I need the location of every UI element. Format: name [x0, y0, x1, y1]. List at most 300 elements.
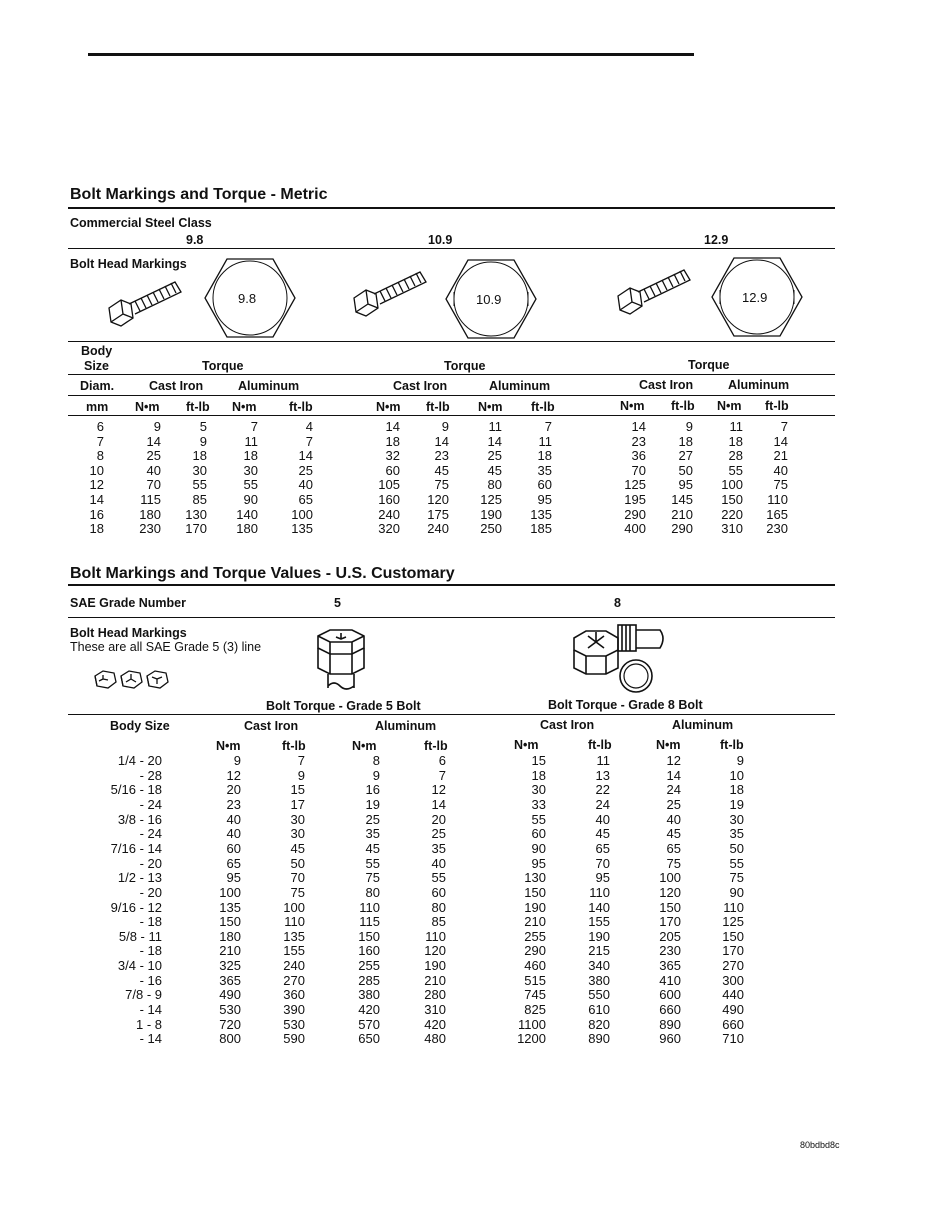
us-torque-cell: 18 [531, 767, 546, 783]
metric-torque-cell: 150 [721, 492, 743, 507]
metric-torque-cell: 40 [146, 462, 161, 478]
metric-torque-cell: 14 [298, 448, 313, 464]
metric-subhead-rule [68, 395, 835, 396]
us-nm-3: N•m [514, 738, 539, 752]
metric-aluminum-3: Aluminum [728, 378, 790, 392]
us-torque-cell: 610 [588, 1002, 610, 1018]
us-torque-cell: 85 [431, 914, 446, 930]
us-torque-cell: 825 [524, 1002, 546, 1018]
metric-torque-cell: 32 [385, 448, 400, 464]
metric-torque-cell: 36 [631, 448, 646, 464]
us-torque-cell: 75 [290, 884, 305, 900]
us-torque-cell: 6 [438, 753, 446, 768]
us-body-size-cell: - 24 [139, 826, 162, 842]
us-torque-cell: 60 [226, 840, 241, 856]
sae-grade-8: 8 [614, 596, 621, 610]
class-12-9: 12.9 [704, 233, 729, 247]
metric-torque-cell: 18 [243, 448, 258, 464]
us-torque-cell: 25 [666, 796, 681, 812]
metric-ftlb-5: ft-lb [671, 399, 695, 413]
us-torque-cell: 230 [659, 943, 681, 959]
metric-nm-4: N•m [478, 400, 503, 414]
metric-aluminum-1: Aluminum [238, 379, 300, 393]
us-torque-cell: 12 [431, 782, 446, 798]
us-ftlb-3: ft-lb [588, 738, 612, 752]
us-torque-cell: 390 [283, 1002, 305, 1018]
us-torque-cell: 30 [729, 811, 744, 827]
metric-torque-cell: 7 [250, 419, 258, 434]
metric-diam-label: Diam. [80, 379, 115, 393]
us-torque-cell: 14 [666, 767, 681, 783]
us-torque-cell: 15 [531, 753, 546, 768]
metric-torque-cell: 320 [378, 521, 400, 537]
metric-torque-rule [68, 374, 835, 375]
us-torque-cell: 30 [290, 811, 305, 827]
metric-torque-cell: 11 [488, 419, 502, 434]
us-torque-cell: 15 [290, 782, 305, 798]
us-torque-cell: 360 [283, 987, 305, 1003]
metric-ftlb-1: ft-lb [186, 400, 210, 414]
us-torque-cell: 210 [424, 972, 446, 988]
us-torque-cell: 215 [588, 943, 610, 959]
figure-code: 80bdbd8c [800, 1140, 840, 1150]
metric-nm-3: N•m [376, 400, 401, 414]
metric-torque-cell: 110 [767, 492, 788, 507]
metric-title: Bolt Markings and Torque - Metric [70, 186, 328, 203]
us-torque-cell: 35 [431, 840, 446, 856]
us-torque-cell: 570 [358, 1016, 380, 1032]
class-9-8: 9.8 [186, 233, 204, 247]
grade5-torque-label: Bolt Torque - Grade 5 Bolt [266, 699, 421, 713]
us-torque-cell: 340 [588, 958, 610, 974]
metric-torque-cell: 75 [434, 477, 449, 493]
sae-grade-label: SAE Grade Number [70, 596, 187, 610]
bolt-icon-10-9 [350, 268, 430, 320]
us-torque-cell: 25 [365, 811, 380, 827]
us-torque-cell: 110 [589, 884, 610, 900]
us-body-size-cell: - 18 [139, 914, 162, 930]
us-torque-cell: 150 [219, 914, 241, 930]
metric-torque-cell: 160 [378, 492, 400, 507]
us-torque-cell: 100 [219, 884, 241, 900]
us-body-size-cell: - 20 [139, 884, 162, 900]
us-torque-cell: 110 [723, 899, 744, 915]
metric-torque-cell: 125 [480, 492, 502, 507]
us-torque-cell: 30 [531, 782, 546, 798]
us-torque-cell: 490 [722, 1002, 744, 1018]
commercial-steel-class-label: Commercial Steel Class [70, 216, 212, 230]
metric-torque-cell: 11 [538, 433, 552, 449]
us-aluminum-2: Aluminum [672, 718, 734, 732]
us-torque-cell: 110 [359, 899, 380, 915]
us-body-size-cell: - 24 [139, 796, 162, 812]
us-ftlb-2: ft-lb [424, 739, 448, 753]
us-torque-cell: 33 [531, 796, 546, 812]
metric-torque-cell: 18 [537, 448, 552, 464]
us-body-size-cell: 3/4 - 10 [117, 958, 162, 974]
us-torque-cell: 135 [283, 928, 305, 944]
metric-torque-cell: 165 [766, 506, 788, 522]
metric-markings-rule [68, 341, 835, 342]
us-torque-cell: 55 [431, 870, 446, 886]
us-torque-cell: 255 [524, 928, 546, 944]
metric-torque-cell: 230 [139, 521, 161, 537]
metric-body-label: Body [81, 344, 113, 358]
us-torque-cell: 255 [358, 958, 380, 974]
metric-nm-1: N•m [135, 400, 160, 414]
metric-torque-cell: 14 [631, 419, 646, 434]
us-torque-cell: 9 [297, 767, 305, 783]
metric-ftlb-4: ft-lb [531, 400, 555, 414]
us-torque-cell: 210 [524, 914, 546, 930]
metric-torque-cell: 9 [199, 433, 207, 449]
us-torque-cell: 420 [358, 1002, 380, 1018]
grade5-line-heads-icon [92, 668, 172, 694]
grade8-washer-icon [618, 658, 654, 694]
metric-torque-cell: 65 [298, 492, 313, 507]
metric-title-rule [68, 207, 835, 209]
metric-mm-label: mm [86, 400, 109, 414]
us-torque-cell: 240 [283, 958, 305, 974]
us-torque-cell: 10 [729, 767, 744, 783]
us-torque-cell: 590 [283, 1031, 305, 1047]
metric-torque-cell: 55 [243, 477, 258, 493]
sae-grade-rule [68, 617, 835, 618]
us-torque-cell: 720 [219, 1016, 241, 1032]
metric-torque-cell: 240 [427, 521, 449, 537]
metric-torque-cell: 95 [678, 477, 693, 493]
us-torque-cell: 285 [358, 972, 380, 988]
us-torque-cell: 40 [595, 811, 610, 827]
us-torque-cell: 75 [365, 870, 380, 886]
us-torque-cell: 17 [290, 796, 305, 812]
us-torque-cell: 12 [666, 753, 681, 768]
metric-torque-cell: 210 [671, 506, 693, 522]
us-torque-cell: 45 [666, 826, 681, 842]
metric-diameter-cell: 16 [89, 506, 104, 522]
us-torque-cell: 155 [283, 943, 305, 959]
bolt-icon-9-8 [105, 278, 185, 330]
us-torque-cell: 50 [729, 840, 744, 856]
us-torque-cell: 45 [595, 826, 610, 842]
metric-nm-2: N•m [232, 400, 257, 414]
metric-torque-cell: 14 [434, 433, 449, 449]
metric-torque-label-2: Torque [444, 359, 486, 373]
metric-torque-cell: 7 [544, 419, 552, 434]
metric-torque-cell: 14 [146, 433, 161, 449]
metric-torque-cell: 85 [192, 492, 207, 507]
us-torque-cell: 280 [424, 987, 446, 1003]
metric-class-rule [68, 248, 835, 249]
us-torque-cell: 410 [659, 972, 681, 988]
us-torque-cell: 270 [722, 958, 744, 974]
metric-ftlb-3: ft-lb [426, 400, 450, 414]
us-body-size-label: Body Size [110, 719, 170, 733]
hex-label-9-8: 9.8 [238, 291, 257, 306]
metric-diameter-cell: 12 [89, 477, 104, 493]
us-torque-cell: 60 [531, 826, 546, 842]
us-torque-cell: 120 [424, 943, 446, 959]
us-torque-cell: 65 [595, 840, 610, 856]
metric-torque-cell: 100 [721, 477, 743, 493]
us-torque-cell: 135 [219, 899, 241, 915]
us-title: Bolt Markings and Torque Values - U.S. Customary [70, 565, 455, 582]
us-torque-cell: 890 [659, 1016, 681, 1032]
metric-torque-cell: 5 [199, 419, 207, 434]
us-torque-cell: 800 [219, 1031, 241, 1047]
us-torque-cell: 515 [524, 972, 546, 988]
us-torque-cell: 120 [659, 884, 681, 900]
metric-diameter-cell: 18 [89, 521, 104, 537]
metric-torque-cell: 180 [236, 521, 258, 537]
metric-torque-cell: 190 [480, 506, 502, 522]
us-torque-rule [68, 714, 835, 715]
metric-torque-cell: 220 [721, 506, 743, 522]
us-torque-cell: 125 [722, 914, 744, 930]
metric-torque-cell: 40 [773, 462, 788, 478]
metric-torque-cell: 18 [678, 433, 693, 449]
metric-torque-cell: 28 [728, 448, 743, 464]
us-torque-cell: 45 [365, 840, 380, 856]
us-torque-cell: 19 [729, 796, 744, 812]
us-torque-cell: 140 [588, 899, 610, 915]
metric-torque-label-1: Torque [202, 359, 244, 373]
us-torque-cell: 18 [729, 782, 744, 798]
us-torque-cell: 55 [365, 855, 380, 871]
us-torque-cell: 20 [226, 782, 241, 798]
metric-nm-6: N•m [717, 399, 742, 413]
us-torque-cell: 8 [372, 753, 380, 768]
us-torque-cell: 115 [359, 914, 380, 930]
sae-grade-5: 5 [334, 596, 341, 610]
metric-torque-cell: 55 [728, 462, 743, 478]
class-10-9: 10.9 [428, 233, 453, 247]
us-body-size-cell: 5/16 - 18 [110, 782, 162, 798]
metric-torque-cell: 25 [146, 448, 161, 464]
metric-head-markings-label: Bolt Head Markings [70, 257, 187, 271]
metric-torque-cell: 185 [530, 521, 552, 537]
metric-torque-cell: 95 [537, 492, 552, 507]
metric-diameter-cell: 14 [89, 492, 104, 507]
us-torque-cell: 20 [431, 811, 446, 827]
metric-torque-cell: 14 [773, 433, 788, 449]
us-nm-2: N•m [352, 739, 377, 753]
us-torque-cell: 205 [659, 928, 681, 944]
us-torque-cell: 23 [226, 796, 241, 812]
us-torque-cell: 1100 [518, 1016, 546, 1032]
metric-torque-cell: 90 [243, 492, 258, 507]
us-cast-iron-1: Cast Iron [244, 719, 299, 733]
metric-torque-label-3: Torque [688, 358, 730, 372]
metric-nm-5: N•m [620, 399, 645, 413]
metric-torque-cell: 9 [441, 419, 449, 434]
us-torque-cell: 170 [722, 943, 744, 959]
us-torque-cell: 310 [424, 1002, 446, 1018]
us-torque-cell: 40 [226, 826, 241, 842]
us-torque-cell: 13 [595, 767, 610, 783]
us-torque-cell: 960 [659, 1031, 681, 1047]
metric-torque-cell: 35 [537, 462, 552, 478]
us-torque-cell: 110 [284, 914, 305, 930]
metric-torque-cell: 115 [140, 492, 161, 507]
us-torque-cell: 550 [588, 987, 610, 1003]
metric-diameter-cell: 7 [96, 433, 104, 449]
us-torque-cell: 820 [588, 1016, 610, 1032]
us-torque-cell: 60 [431, 884, 446, 900]
us-torque-cell: 150 [358, 928, 380, 944]
us-torque-cell: 460 [524, 958, 546, 974]
us-torque-cell: 35 [729, 826, 744, 842]
us-body-size-cell: 1/4 - 20 [117, 753, 162, 768]
us-torque-cell: 90 [531, 840, 546, 856]
metric-torque-cell: 180 [139, 506, 161, 522]
us-torque-cell: 600 [659, 987, 681, 1003]
us-torque-cell: 890 [588, 1031, 610, 1047]
us-torque-cell: 440 [722, 987, 744, 1003]
metric-torque-cell: 75 [773, 477, 788, 493]
us-torque-cell: 50 [290, 855, 305, 871]
us-torque-cell: 45 [290, 840, 305, 856]
us-torque-cell: 55 [531, 811, 546, 827]
grade5-bolt-head-icon [312, 628, 368, 692]
metric-torque-cell: 9 [685, 419, 693, 434]
us-torque-cell: 40 [666, 811, 681, 827]
bolt-icon-12-9 [614, 266, 694, 318]
us-torque-cell: 95 [226, 870, 241, 886]
us-torque-cell: 11 [596, 753, 610, 768]
us-torque-cell: 380 [588, 972, 610, 988]
us-torque-cell: 95 [595, 870, 610, 886]
metric-torque-cell: 18 [385, 433, 400, 449]
us-torque-cell: 7 [297, 753, 305, 768]
us-torque-cell: 19 [365, 796, 380, 812]
metric-torque-cell: 105 [378, 477, 400, 493]
us-torque-cell: 180 [219, 928, 241, 944]
us-title-rule [68, 584, 835, 586]
us-ftlb-1: ft-lb [282, 739, 306, 753]
us-torque-cell: 660 [659, 1002, 681, 1018]
us-torque-cell: 7 [438, 767, 446, 783]
metric-ftlb-6: ft-lb [765, 399, 789, 413]
grade8-bolt-side-icon [614, 622, 670, 656]
metric-torque-cell: 50 [678, 462, 693, 478]
metric-diameter-cell: 6 [96, 419, 104, 434]
us-torque-cell: 480 [424, 1031, 446, 1047]
us-torque-cell: 1200 [517, 1031, 546, 1047]
us-torque-cell: 9 [372, 767, 380, 783]
us-torque-cell: 210 [219, 943, 241, 959]
us-body-size-cell: - 18 [139, 943, 162, 959]
metric-torque-cell: 120 [427, 492, 449, 507]
us-torque-cell: 300 [722, 972, 744, 988]
us-head-markings-label: Bolt Head Markings [70, 626, 187, 640]
metric-torque-cell: 80 [487, 477, 502, 493]
metric-header-bottom-rule [68, 415, 835, 416]
us-torque-cell: 25 [431, 826, 446, 842]
us-torque-cell: 530 [219, 1002, 241, 1018]
us-torque-cell: 150 [524, 884, 546, 900]
metric-torque-cell: 70 [146, 477, 161, 493]
us-body-size-cell: - 14 [139, 1002, 162, 1018]
us-torque-cell: 365 [659, 958, 681, 974]
us-torque-cell: 65 [226, 855, 241, 871]
metric-torque-cell: 18 [728, 433, 743, 449]
us-torque-cell: 290 [524, 943, 546, 959]
metric-torque-cell: 290 [671, 521, 693, 537]
us-torque-cell: 75 [666, 855, 681, 871]
us-torque-cell: 270 [283, 972, 305, 988]
metric-aluminum-2: Aluminum [489, 379, 551, 393]
us-torque-cell: 40 [226, 811, 241, 827]
metric-torque-cell: 145 [671, 492, 693, 507]
metric-diameter-cell: 10 [89, 462, 104, 478]
us-body-size-cell: - 16 [139, 972, 162, 988]
metric-torque-cell: 130 [185, 506, 207, 522]
metric-torque-cell: 140 [236, 506, 258, 522]
metric-torque-cell: 400 [624, 521, 646, 537]
us-nm-4: N•m [656, 738, 681, 752]
us-torque-cell: 190 [424, 958, 446, 974]
metric-torque-cell: 30 [243, 462, 258, 478]
us-torque-cell: 745 [524, 987, 546, 1003]
us-torque-cell: 710 [722, 1031, 744, 1047]
us-aluminum-1: Aluminum [375, 719, 437, 733]
metric-torque-cell: 60 [537, 477, 552, 493]
us-torque-cell: 100 [283, 899, 305, 915]
grade8-torque-label: Bolt Torque - Grade 8 Bolt [548, 698, 703, 712]
metric-torque-cell: 45 [487, 462, 502, 478]
hex-label-10-9: 10.9 [476, 292, 502, 307]
us-torque-cell: 130 [524, 870, 546, 886]
metric-torque-cell: 70 [631, 462, 646, 478]
us-torque-cell: 70 [290, 870, 305, 886]
metric-torque-cell: 135 [530, 506, 552, 522]
us-torque-cell: 155 [588, 914, 610, 930]
us-cast-iron-2: Cast Iron [540, 718, 595, 732]
us-torque-cell: 660 [722, 1016, 744, 1032]
metric-torque-cell: 45 [434, 462, 449, 478]
us-ftlb-4: ft-lb [720, 738, 744, 752]
metric-torque-cell: 11 [244, 433, 258, 449]
us-torque-cell: 16 [365, 782, 380, 798]
metric-cast-iron-1: Cast Iron [149, 379, 204, 393]
us-head-markings-note: These are all SAE Grade 5 (3) line [70, 640, 262, 654]
us-torque-cell: 75 [729, 870, 744, 886]
metric-torque-cell: 310 [721, 521, 743, 537]
metric-size-label: Size [84, 359, 110, 373]
us-body-size-cell: 3/8 - 16 [117, 811, 162, 827]
metric-torque-cell: 18 [192, 448, 207, 464]
us-torque-cell: 55 [729, 855, 744, 871]
metric-torque-cell: 135 [291, 521, 313, 537]
us-torque-cell: 12 [226, 767, 241, 783]
us-torque-cell: 190 [588, 928, 610, 944]
us-torque-cell: 100 [659, 870, 681, 886]
us-torque-cell: 380 [358, 987, 380, 1003]
metric-torque-cell: 100 [291, 506, 313, 522]
us-body-size-cell: - 28 [139, 767, 162, 783]
us-torque-cell: 650 [358, 1031, 380, 1047]
us-body-size-cell: 7/16 - 14 [110, 840, 162, 856]
us-nm-1: N•m [216, 739, 241, 753]
us-torque-cell: 9 [233, 753, 241, 768]
us-torque-cell: 80 [431, 899, 446, 915]
us-torque-cell: 65 [666, 840, 681, 856]
metric-torque-cell: 170 [185, 521, 207, 537]
us-torque-cell: 24 [666, 782, 681, 798]
us-torque-cell: 420 [424, 1016, 446, 1032]
us-torque-cell: 110 [425, 928, 446, 944]
